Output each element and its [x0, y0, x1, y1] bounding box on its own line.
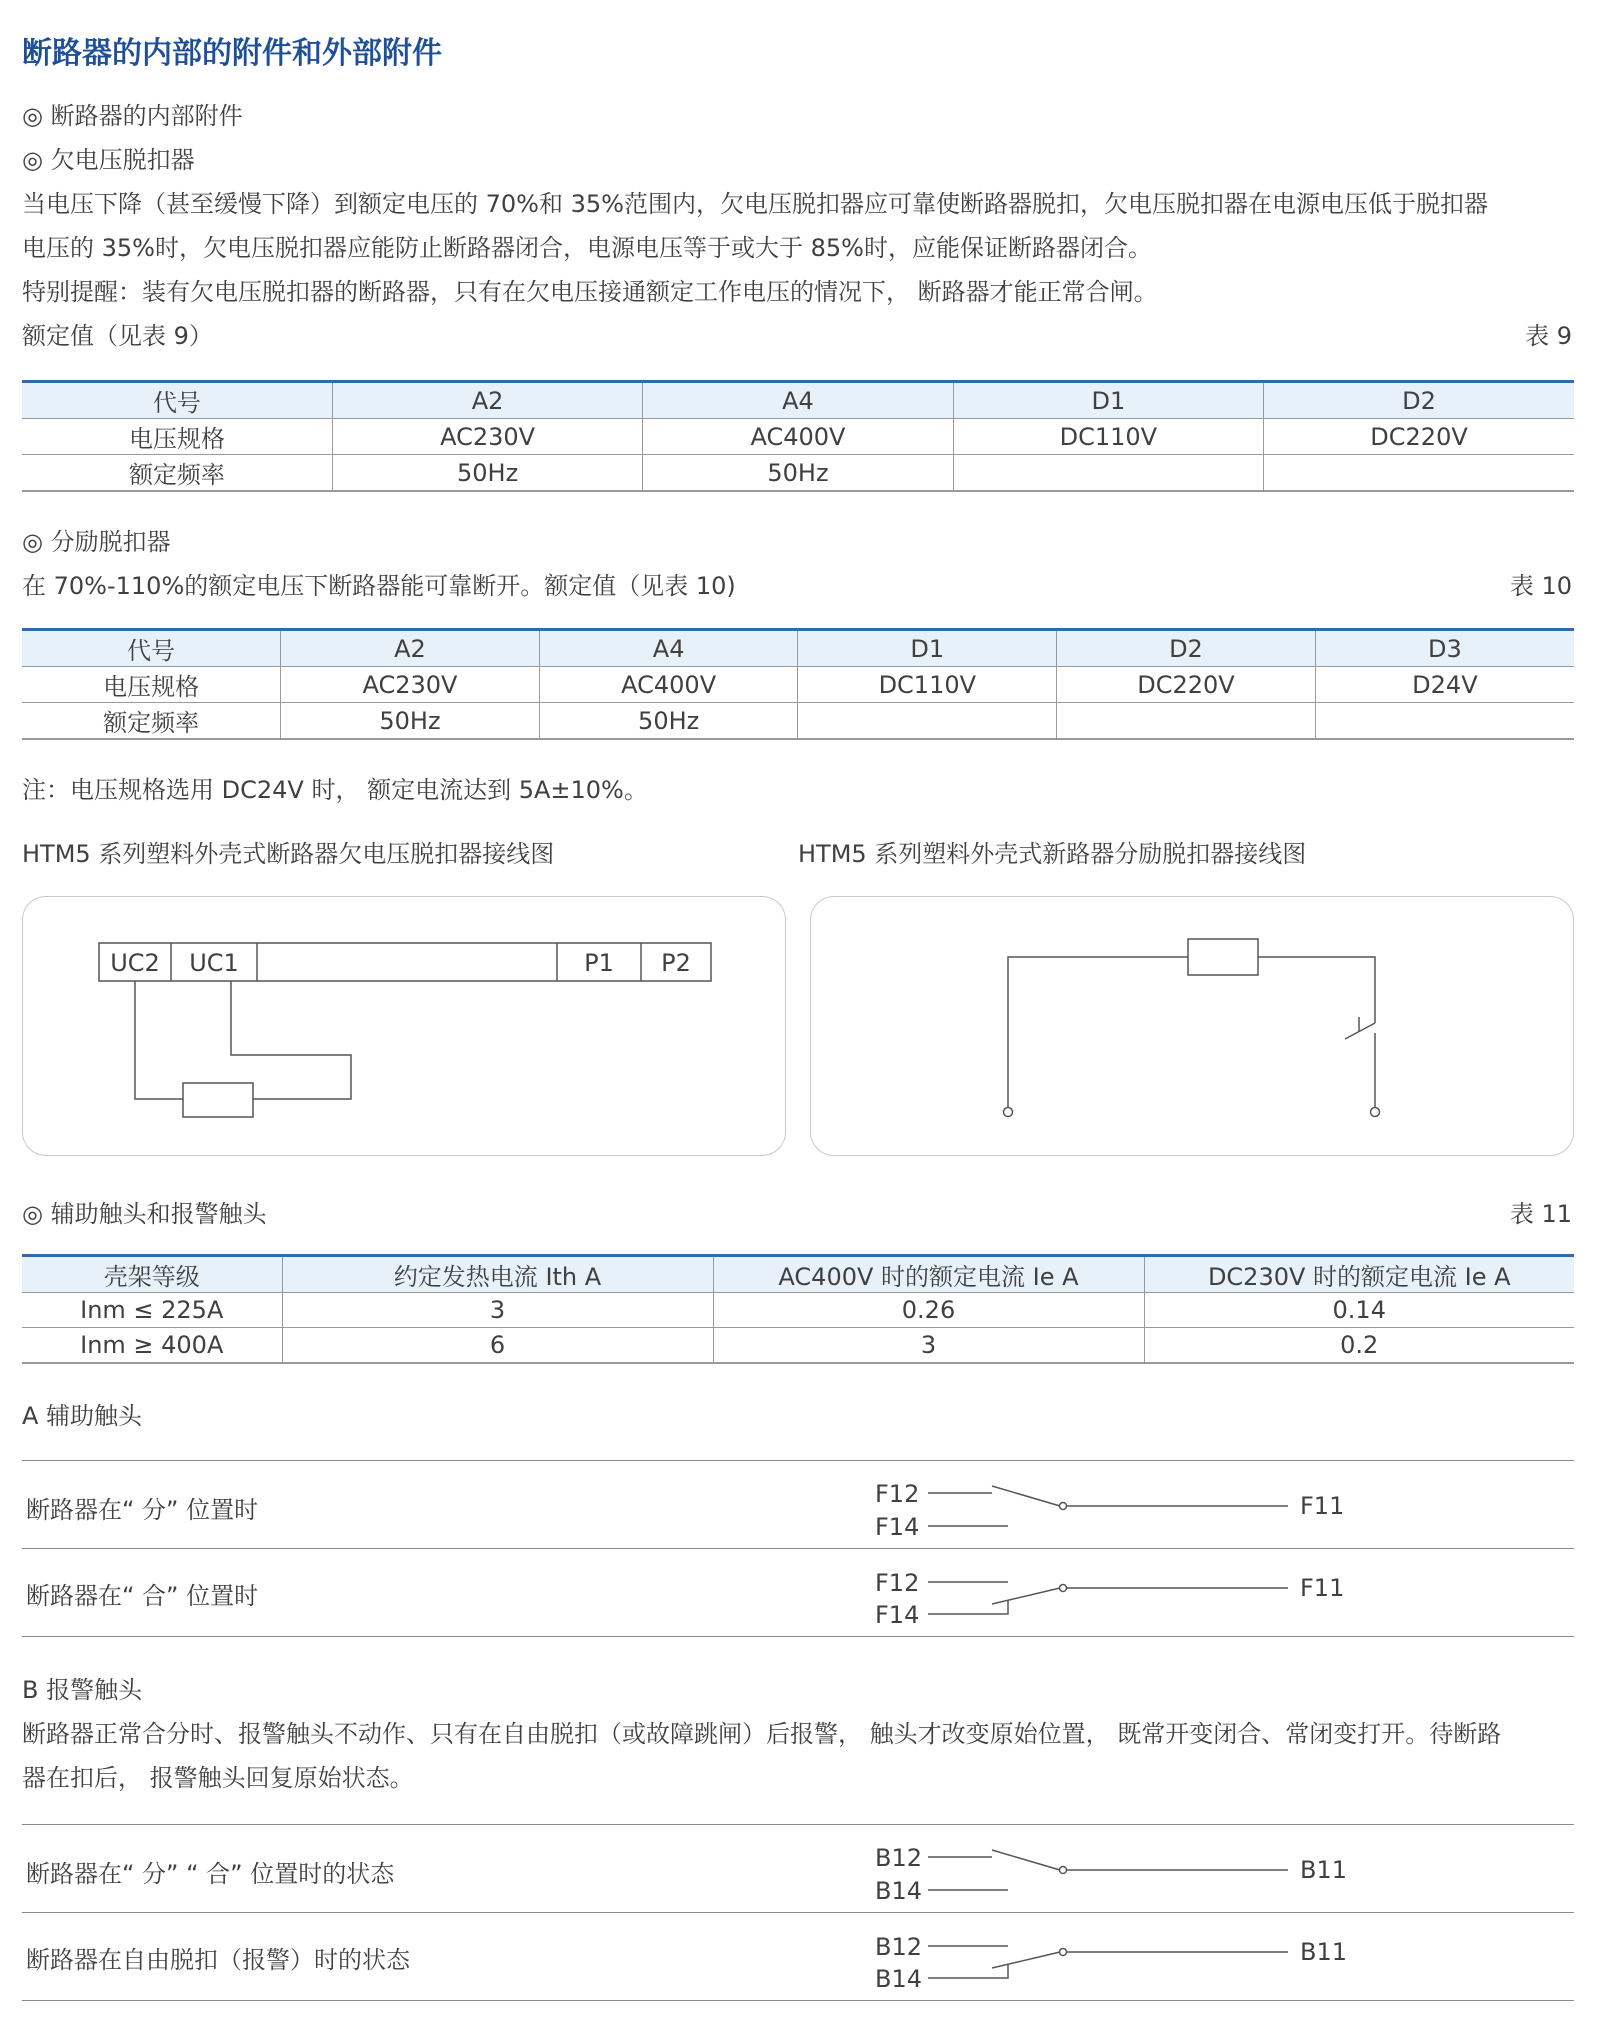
undervoltage-desc-1: 当电压下降（甚至缓慢下降）到额定电压的 70%和 35%范围内，欠电压脱扣器应可靠使断路器脱扣，欠电压脱扣器在电源电压低于脱扣器 — [22, 190, 1488, 218]
table10-header: 代号 — [22, 630, 281, 667]
alarm-row-label: 断路器在自由脱扣（报警）时的状态 — [26, 1946, 410, 1974]
alarm-tripped-contact-diagram — [860, 1912, 1360, 2002]
table-cell: 额定频率 — [128, 461, 225, 489]
divider — [22, 1636, 1574, 1637]
undervoltage-desc-2: 电压的 35%时，欠电压脱扣器应能防止断路器闭合，电源电压等于或大于 85%时，应能保证断路器闭合。 — [22, 234, 1152, 262]
table10-header: D2 — [1057, 630, 1316, 667]
table9-header: A2 — [332, 382, 642, 419]
table11-header: 约定发热电流 Ith A — [282, 1256, 713, 1293]
table-row — [22, 703, 1574, 740]
coil-symbol — [183, 1083, 253, 1117]
table-cell: 50Hz — [281, 703, 540, 740]
table-cell: 6 — [282, 1328, 713, 1364]
aux-contact-heading: A 辅助触头 — [22, 1402, 143, 1430]
terminal-label: F12 — [875, 1569, 920, 1597]
table-cell: 电压规格 — [103, 673, 200, 701]
terminal-label: B12 — [875, 1933, 923, 1961]
table-cell: DC220V — [1264, 419, 1574, 455]
table-cell: 50Hz — [643, 455, 953, 492]
table9-header: D1 — [953, 382, 1263, 419]
page-title: 断路器的内部的附件和外部附件 — [22, 36, 442, 71]
table10-label: 表 10 — [1509, 572, 1572, 600]
diagram2-title: HTM5 系列塑料外壳式新路器分励脱扣器接线图 — [798, 840, 1307, 868]
table-11 — [22, 1254, 1574, 1364]
table11-header: 壳架等级 — [22, 1256, 282, 1293]
table-cell — [798, 703, 1057, 740]
table-cell: DC220V — [1057, 667, 1316, 703]
table-cell: 50Hz — [539, 703, 798, 740]
table-row — [22, 419, 1574, 455]
table9-header: 代号 — [22, 382, 332, 419]
table-cell: 0.26 — [713, 1293, 1144, 1328]
shunt-desc: 在 70%-110%的额定电压下断路器能可靠断开。额定值（见表 10) — [22, 572, 736, 600]
dc24v-note: 注：电压规格选用 DC24V 时， 额定电流达到 5A±10%。 — [22, 776, 648, 804]
table-cell: DC110V — [798, 667, 1057, 703]
undervoltage-heading: ◎ 欠电压脱扣器 — [22, 146, 195, 174]
terminal-label: B12 — [875, 1844, 923, 1872]
table-cell: AC400V — [539, 667, 798, 703]
table11-header: AC400V 时的额定电流 Ie A — [713, 1256, 1144, 1293]
table-9 — [22, 380, 1574, 492]
undervoltage-rated: 额定值（见表 9） — [22, 322, 213, 350]
coil-symbol — [1188, 939, 1258, 975]
alarm-contact-heading: B 报警触头 — [22, 1676, 143, 1704]
diagram1-title: HTM5 系列塑料外壳式断路器欠电压脱扣器接线图 — [22, 840, 555, 868]
aux-row-label: 断路器在“ 分” 位置时 — [26, 1496, 259, 1524]
table-cell — [1057, 703, 1316, 740]
undervoltage-wiring-diagram — [22, 896, 786, 1156]
table-cell: AC400V — [643, 419, 953, 455]
table-row — [22, 1293, 1574, 1328]
table-cell: 0.14 — [1144, 1293, 1574, 1328]
table-cell: Inm ≤ 225A — [80, 1296, 224, 1324]
table-cell: AC230V — [332, 419, 642, 455]
undervoltage-wiring-svg — [23, 897, 785, 1155]
table-cell: 3 — [713, 1328, 1144, 1364]
alarm-row-label: 断路器在“ 分” “ 合” 位置时的状态 — [26, 1860, 395, 1888]
terminal-label: P2 — [661, 949, 691, 977]
table-cell: 额定频率 — [103, 709, 200, 737]
terminal-label: F11 — [1300, 1492, 1345, 1520]
table-row — [22, 1328, 1574, 1364]
terminal-label: B14 — [875, 1877, 923, 1905]
aux-open-contact-diagram — [860, 1460, 1360, 1550]
shunt-wiring-svg — [811, 897, 1573, 1155]
alarm-normal-contact-diagram — [860, 1824, 1360, 1914]
aux-row-label: 断路器在“ 合” 位置时 — [26, 1582, 259, 1610]
table-cell — [953, 455, 1263, 492]
terminal-label: F11 — [1300, 1574, 1345, 1602]
terminal-label: P1 — [584, 949, 614, 977]
table10-header: A2 — [281, 630, 540, 667]
table-cell: DC110V — [953, 419, 1263, 455]
table-cell: Inm ≥ 400A — [80, 1331, 224, 1359]
terminal-label: F14 — [875, 1601, 920, 1629]
internal-accessories-heading: ◎ 断路器的内部附件 — [22, 102, 243, 130]
table-cell — [1264, 455, 1574, 492]
table-row — [22, 667, 1574, 703]
table10-header: D3 — [1315, 630, 1574, 667]
table11-header: DC230V 时的额定电流 Ie A — [1144, 1256, 1574, 1293]
divider — [22, 2000, 1574, 2001]
terminal-label: UC2 — [110, 949, 160, 977]
table9-header: D2 — [1264, 382, 1574, 419]
alarm-desc-1: 断路器正常合分时、报警触头不动作、只有在自由脱扣（或故障跳闸）后报警， 触头才改变原始位置， 既常开变闭合、常闭变打开。待断路 — [22, 1720, 1502, 1748]
table-cell: 电压规格 — [128, 425, 225, 453]
aux-alarm-heading: ◎ 辅助触头和报警触头 — [22, 1200, 267, 1228]
table9-header: A4 — [643, 382, 953, 419]
table11-label: 表 11 — [1509, 1200, 1572, 1228]
terminal-label: B11 — [1300, 1938, 1348, 1966]
table-cell: 3 — [282, 1293, 713, 1328]
terminal-label: B11 — [1300, 1856, 1348, 1884]
terminal-label: B14 — [875, 1965, 923, 1993]
table9-label: 表 9 — [1525, 322, 1572, 350]
terminal-label: UC1 — [189, 949, 239, 977]
terminal-label: F14 — [875, 1513, 920, 1541]
alarm-desc-2: 器在扣后， 报警触头回复原始状态。 — [22, 1764, 414, 1792]
shunt-heading: ◎ 分励脱扣器 — [22, 528, 171, 556]
table-10 — [22, 628, 1574, 740]
undervoltage-note: 特别提醒：装有欠电压脱扣器的断路器，只有在欠电压接通额定工作电压的情况下， 断路器才能正常合闸。 — [22, 278, 1158, 306]
table-cell: 50Hz — [332, 455, 642, 492]
table-cell: D24V — [1315, 667, 1574, 703]
terminal-label: F12 — [875, 1480, 920, 1508]
shunt-wiring-diagram — [810, 896, 1574, 1156]
aux-closed-contact-diagram — [860, 1548, 1360, 1638]
table-cell — [1315, 703, 1574, 740]
table10-header: D1 — [798, 630, 1057, 667]
table10-header: A4 — [539, 630, 798, 667]
table-cell: 0.2 — [1144, 1328, 1574, 1364]
table-row — [22, 455, 1574, 492]
table-cell: AC230V — [281, 667, 540, 703]
